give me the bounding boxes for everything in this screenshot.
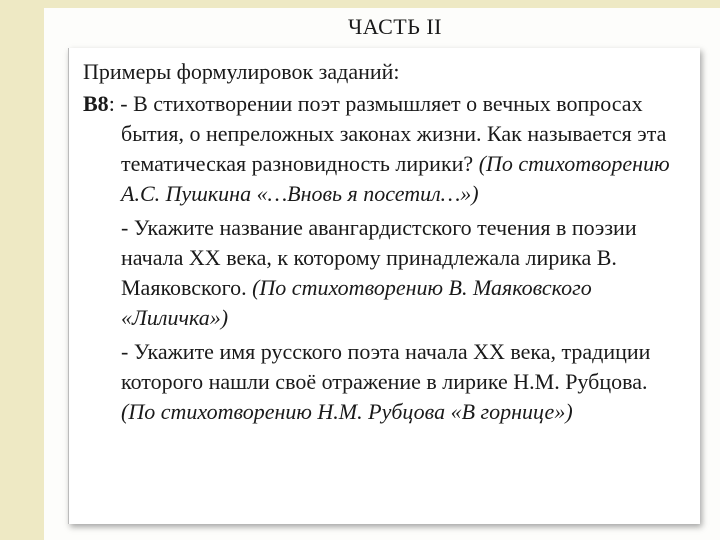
task-item-b8: [83, 89, 686, 209]
content-panel: [68, 48, 700, 524]
task-text: : - В стихотворении поэт размышляет о вечных вопросах бытия, о непреложных законах жизни. Как называется эта тематическая разновидность лирики?: [108, 91, 667, 176]
task-source: (По стихотворению А.С. Пушкина «…Вновь я посетил…»): [121, 151, 670, 206]
decorative-top-stripe: [0, 0, 720, 8]
task-code: В8: [83, 91, 109, 116]
task-text: - Укажите имя русского поэта начала XX века, традиции которого нашли своё отражение в лирике Н.М. Рубцова.: [121, 339, 651, 394]
task-item-rubtsov: [83, 337, 686, 427]
intro-text: Примеры формулировок заданий:: [83, 59, 400, 84]
task-source: (По стихотворению В. Маяковского «Лиличка»): [121, 275, 592, 330]
task-item-mayakovsky: [83, 213, 686, 333]
task-source: (По стихотворению Н.М. Рубцова «В горнице»): [121, 399, 573, 424]
task-text: - Укажите название авангардистского течения в поэзии начала XX века, к которому принадлежала лирика В. Маяковского.: [121, 215, 637, 300]
slide-title: ЧАСТЬ II: [348, 14, 442, 39]
decorative-left-stripe: [0, 0, 44, 540]
